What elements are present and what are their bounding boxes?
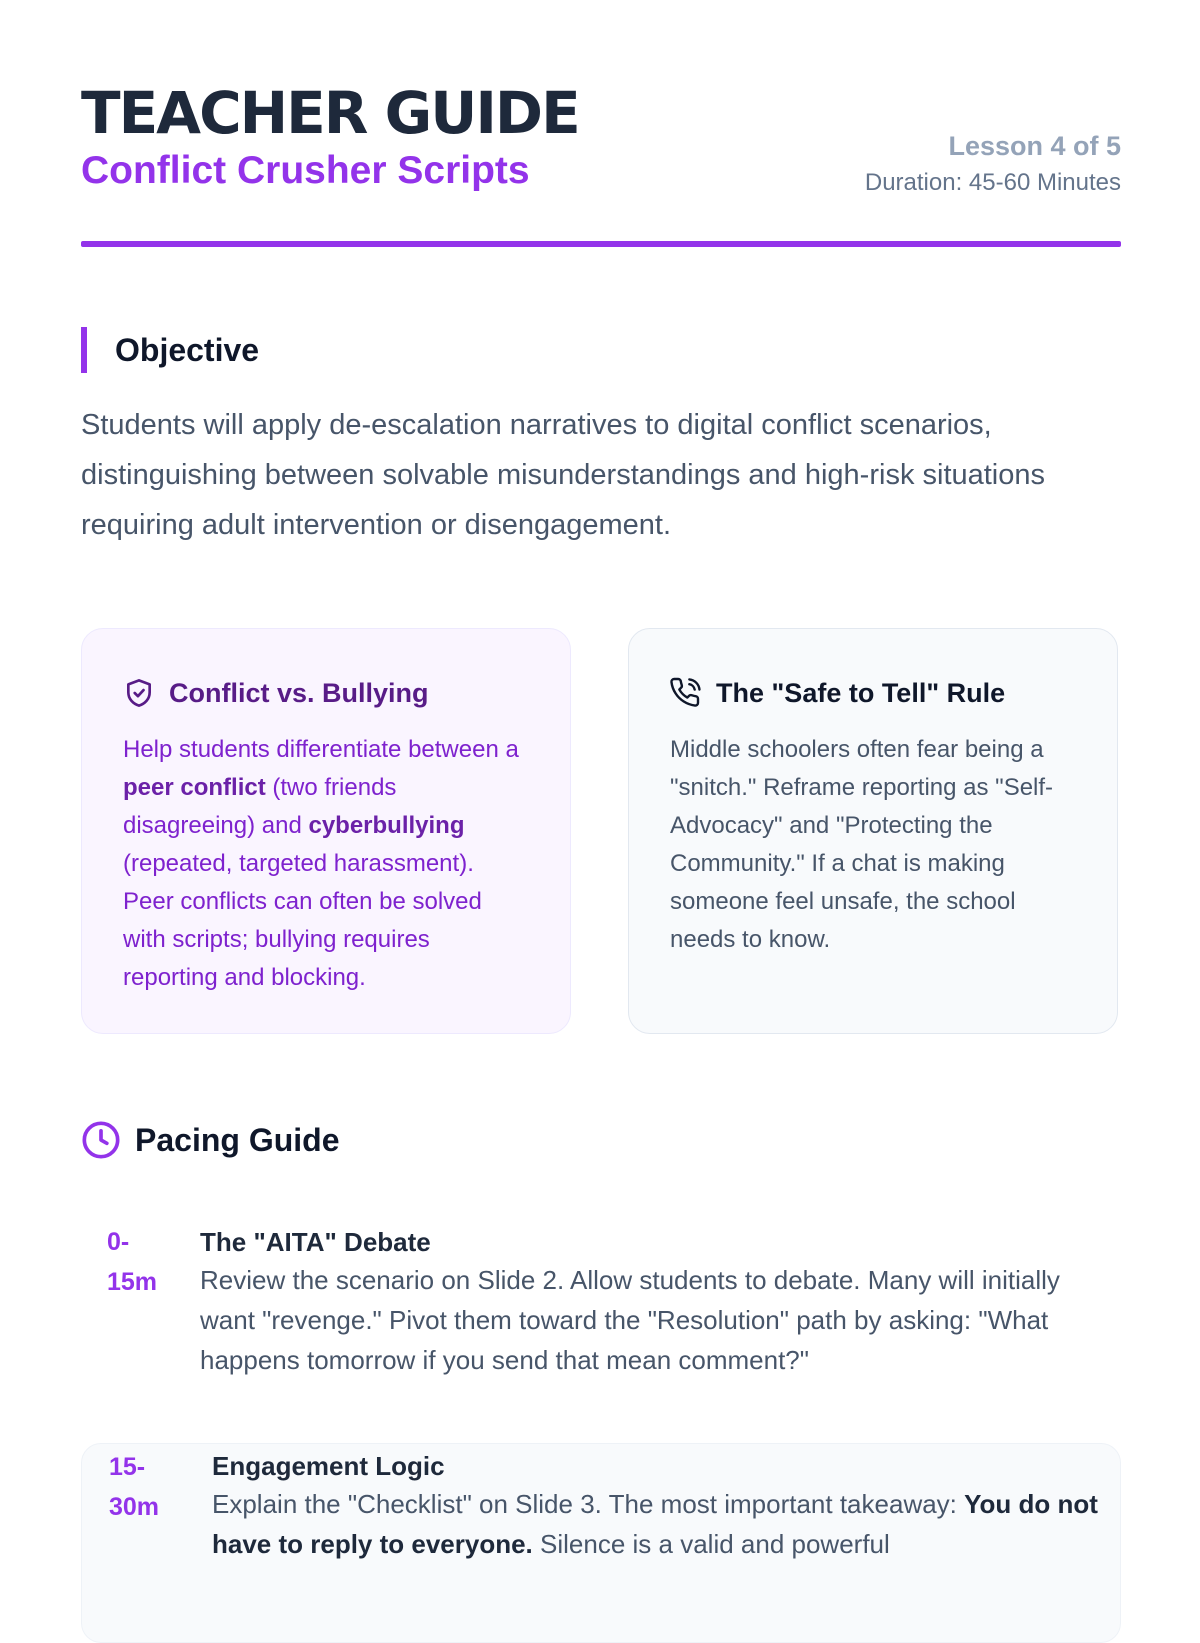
conflict-vs-bullying-card	[81, 628, 571, 1034]
page-title: TEACHER GUIDE	[81, 79, 579, 147]
page-subtitle: Conflict Crusher Scripts	[81, 149, 530, 192]
card-text: Middle schoolers often fear being a "snitch." Reframe reporting as "Self-Advocacy" and "Protecting the Community." If a chat is making someone feel unsafe, the school needs to know.	[670, 736, 1054, 953]
card-title: Conflict vs. Bullying	[169, 678, 429, 708]
pacing-text	[212, 1484, 1107, 1564]
card-header	[123, 673, 530, 713]
header-divider	[81, 241, 1121, 247]
pacing-time-end: 15m	[107, 1268, 158, 1296]
card-body	[123, 731, 530, 997]
pacing-time-start: 0-	[107, 1228, 130, 1256]
objective-text: Students will apply de-escalation narratives to digital conflict scenarios, distinguishing between solvable misunderstandings and high-risk situations requiring adult intervention or disengagement.	[81, 409, 1046, 541]
lesson-duration: Duration: 45-60 Minutes	[864, 169, 1121, 196]
pacing-content	[200, 1220, 1100, 1380]
pacing-text-part: Silence is a valid and powerful	[532, 1529, 890, 1559]
card-text: Help students differentiate between a	[123, 736, 519, 763]
lesson-number: Lesson 4 of 5	[948, 131, 1121, 161]
safe-to-tell-card	[628, 628, 1118, 1034]
shield-icon	[123, 677, 155, 709]
card-text: (two friends disagreeing) and	[123, 774, 397, 839]
card-text: (repeated, targeted harassment). Peer conflicts can often be solved with scripts; bullying requires reporting and blocking.	[123, 850, 482, 991]
pacing-time-start: 15-	[109, 1453, 146, 1481]
pacing-time	[107, 1222, 177, 1302]
pacing-text: Review the scenario on Slide 2. Allow students to debate. Many will initially want "revenge." Pivot them toward the "Resolution" path by asking: "What happens tomorrow if you send that mean comment?"	[200, 1265, 1060, 1375]
pacing-bold-text: You do not have to reply to everyone.	[212, 1489, 1098, 1559]
pacing-heading-label: Pacing Guide	[135, 1122, 340, 1158]
guide-header	[81, 79, 1121, 202]
pacing-title: The "AITA" Debate	[200, 1227, 431, 1257]
objective-heading: Objective	[81, 327, 259, 373]
pacing-text-part: Explain the "Checklist" on Slide 3. The most important takeaway:	[212, 1489, 965, 1519]
pacing-title: Engagement Logic	[212, 1451, 445, 1481]
phone-icon	[670, 677, 702, 709]
pacing-time	[109, 1447, 179, 1527]
card-bold-term: cyberbullying	[308, 812, 465, 839]
pacing-content	[212, 1444, 1107, 1564]
pacing-item	[81, 1220, 1121, 1390]
card-header	[670, 673, 1077, 713]
pacing-heading	[81, 1118, 339, 1162]
card-bold-term: peer conflict	[123, 774, 266, 801]
pacing-item	[81, 1443, 1121, 1643]
card-title: The "Safe to Tell" Rule	[716, 678, 1006, 708]
clock-icon	[81, 1120, 121, 1160]
pacing-time-end: 30m	[109, 1493, 160, 1521]
